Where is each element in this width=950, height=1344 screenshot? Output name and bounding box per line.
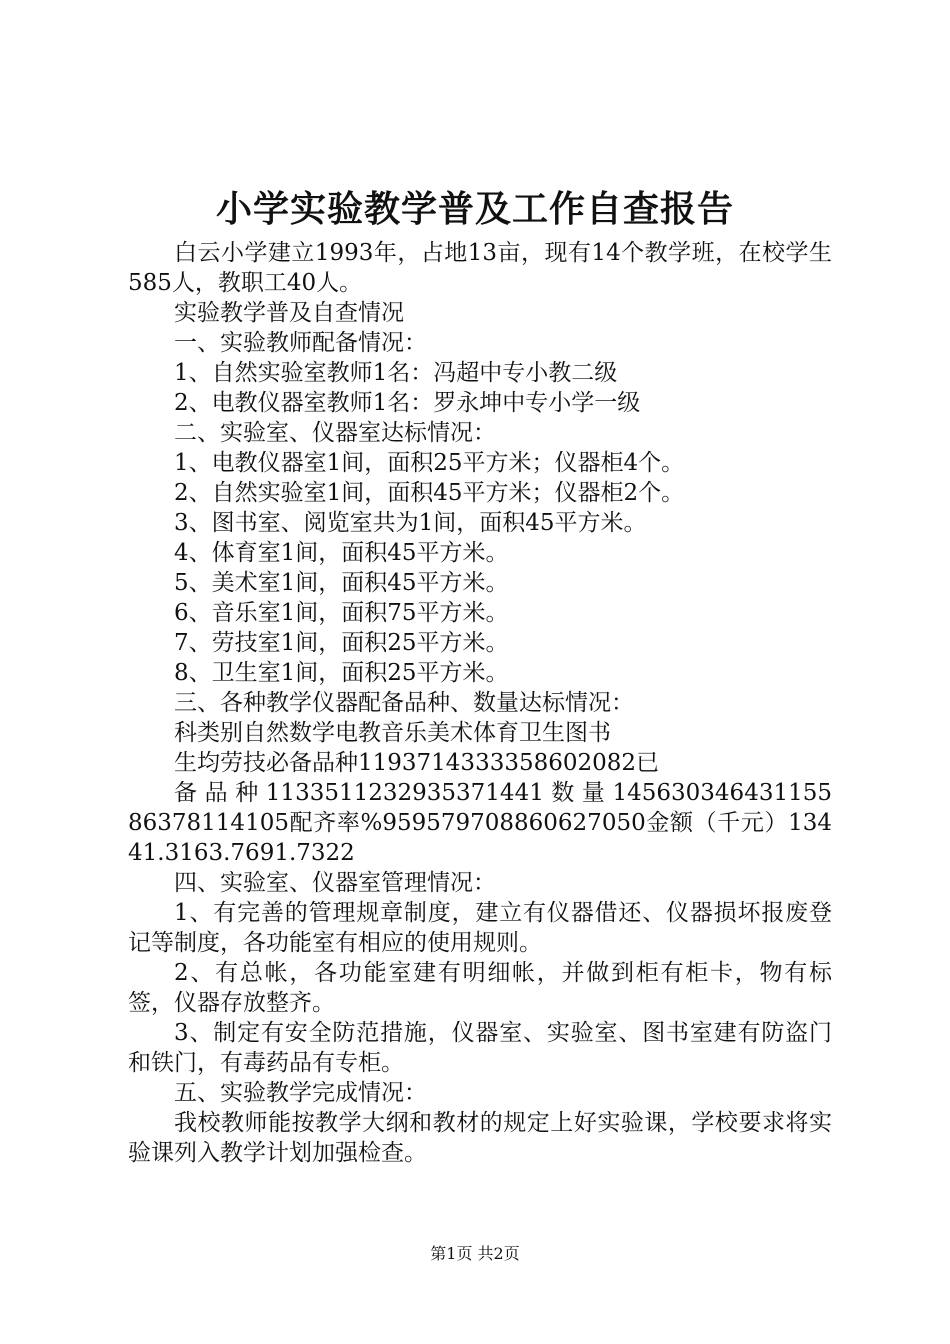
list-item: 1、电教仪器室1间，面积25平方米；仪器柜4个。: [174, 450, 685, 476]
list-item: 8、卫生室1间，面积25平方米。: [174, 660, 509, 686]
paragraph-intro: 白云小学建立1993年，占地13亩，现有14个教学班，在校学生585人，教职工40人。: [128, 240, 832, 296]
list-item: 2、电教仪器室教师1名：罗永坤中专小学一级: [174, 390, 641, 416]
document-body: [128, 238, 832, 1168]
page-footer: 第1页 共2页: [430, 1244, 520, 1263]
list-item: 4、体育室1间，面积45平方米。: [174, 540, 509, 566]
heading-management: 四、实验室、仪器室管理情况：: [174, 870, 496, 896]
list-item: 7、劳技室1间，面积25平方米。: [174, 630, 509, 656]
list-item: 3、图书室、阅览室共为1间，面积45平方米。: [174, 510, 647, 536]
list-item: 3、制定有安全防范措施，仪器室、实验室、图书室建有防盗门和铁门，有毒药品有专柜。: [128, 1020, 832, 1076]
list-item: 1、有完善的管理规章制度，建立有仪器借还、仪器损坏报废登记等制度，各功能室有相应的使用规则。: [128, 900, 832, 956]
equipment-table-line: 备 品 种 1133511232935371441 数 量 14563034643115586378114105配齐率%959579708860627050金额（千元）13441.3163.7691.7322: [128, 780, 832, 866]
equipment-table-line: 科类别自然数学电教音乐美术体育卫生图书: [174, 720, 611, 746]
list-item: 2、有总帐，各功能室建有明细帐，并做到柜有柜卡，物有标签，仪器存放整齐。: [128, 960, 832, 1016]
heading-equipment-standards: 三、各种教学仪器配备品种、数量达标情况：: [174, 690, 634, 716]
heading-teaching-completion: 五、实验教学完成情况：: [174, 1080, 427, 1106]
paragraph-section-heading: 实验教学普及自查情况: [174, 300, 404, 326]
paragraph-conclusion: 我校教师能按教学大纲和教材的规定上好实验课，学校要求将实验课列入教学计划加强检查。: [128, 1110, 832, 1166]
list-item: 1、自然实验室教师1名：冯超中专小教二级: [174, 360, 618, 386]
heading-room-standards: 二、实验室、仪器室达标情况：: [174, 420, 496, 446]
equipment-table-line: 生均劳技必备品种1193714333358602082已: [174, 750, 660, 776]
list-item: 6、音乐室1间，面积75平方米。: [174, 600, 509, 626]
list-item: 2、自然实验室1间，面积45平方米；仪器柜2个。: [174, 480, 685, 506]
list-item: 5、美术室1间，面积45平方米。: [174, 570, 509, 596]
heading-teacher-staffing: 一、实验教师配备情况：: [174, 330, 427, 356]
document-title: 小学实验教学普及工作自查报告: [215, 188, 734, 230]
